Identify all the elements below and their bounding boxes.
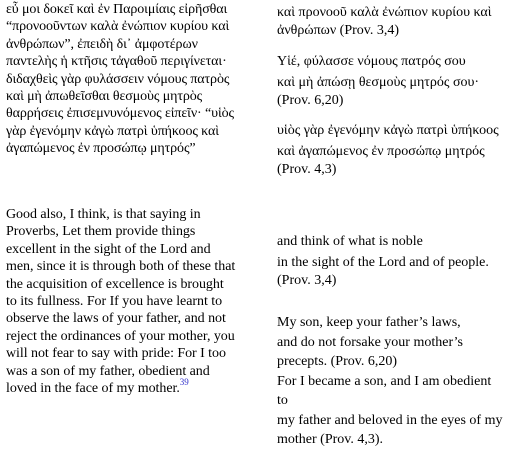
text-line: mother (Prov. 4,3).: [277, 431, 384, 447]
text-line: My son, keep your father’s laws,: [277, 314, 461, 330]
text-line: Good also, I think, is that saying in: [6, 207, 201, 222]
text-line: the acquisition of excellence is brought: [6, 276, 224, 292]
quote-block-prov-3-4-english: [277, 233, 527, 291]
text-line: precepts. (Prov. 6,20): [277, 353, 398, 369]
text-line: observe the laws of your father, and not: [6, 311, 226, 327]
text-line: will not fear to say with pride: For I too: [6, 346, 226, 362]
text-line: to: [277, 392, 288, 408]
text-line: in the sight of the Lord and of people.: [277, 254, 489, 270]
text-line: and do not forsake your mother’s: [277, 335, 463, 350]
text-segment: loved in the face of my mother.: [6, 381, 180, 397]
text-line: καὶ ἀγαπώμενος ἐν προσώπῳ μητρός: [277, 144, 485, 159]
text-line: Proverbs, Let them provide things: [6, 224, 196, 240]
right-english-quotes: [277, 233, 527, 472]
left-english-paragraph: [6, 206, 264, 397]
right-greek-quotes: [277, 4, 527, 192]
text-line: to its fullness. For If you have learnt to: [6, 294, 223, 310]
text-line: καὶ μὴ ἀπώσῃ θεσμοὺς μητρός σου·: [277, 75, 480, 90]
quote-block-prov-4-3-greek: [277, 122, 527, 179]
text-line-with-footnote: [6, 377, 264, 397]
text-line: (Prov. 4,3): [277, 162, 337, 177]
text-line: (Prov. 6,20): [277, 93, 344, 108]
text-line: παντελὴς ἡ κτῆσις τἀγαθοῦ περιγίνεται·: [6, 54, 227, 70]
left-greek-paragraph: [6, 1, 264, 158]
text-line: Υἱέ, φύλασσε νόμους πατρός σου: [277, 54, 466, 69]
text-line: reject the ordinances of your mother, you: [6, 328, 235, 344]
text-line: θαρρήσεις ἐπισεμνυνόμενος εἰπεῖν· “υἱὸς: [6, 106, 234, 122]
quote-block-prov-6-20-greek: [277, 53, 527, 110]
text-line: “προνοοῦντων καλὰ ἐνώπιον κυρίου καὶ: [6, 19, 230, 35]
text-line: For I became a son, and I am obedient: [277, 374, 492, 389]
text-line: men, since it is through both of these that: [6, 259, 236, 275]
text-line: καὶ μὴ ἀπωθεῖσθαι θεσμοὺς μητρὸς: [6, 89, 203, 105]
quote-block-prov-3-4-greek: [277, 4, 527, 40]
text-line: and think of what is noble: [277, 234, 423, 249]
text-line: υἱὸς γὰρ ἐγενόμην κἀγὼ πατρὶ ὑπήκοος: [277, 123, 499, 138]
text-line: ἀνθρώπων (Prov. 3,4): [277, 23, 400, 38]
footnote-marker[interactable]: 39: [179, 377, 189, 388]
text-line: καὶ προνοοῦ καλὰ ἐνώπιον κυρίου καὶ: [277, 5, 492, 20]
quote-block-prov-6-20-4-3-english: [277, 314, 527, 450]
text-line: (Prov. 3,4): [277, 273, 337, 288]
text-line: διδαχθεὶς γὰρ φυλάσσειν νόμους πατρὸς: [6, 71, 230, 87]
text-line: ἀγαπώμενος ἐν προσώπῳ μητρός”: [6, 141, 196, 157]
text-line: ἀνθρώπων”, ἐπειδὴ δι᾽ ἀμφοτέρων: [6, 36, 198, 52]
text-line: was a son of my father, obedient and: [6, 363, 210, 379]
text-line: excellent in the sight of the Lord and: [6, 241, 211, 257]
text-line: γὰρ ἐγενόμην κἀγὼ πατρὶ ὑπήκοος καὶ: [6, 123, 219, 139]
text-line: εὖ μοι δοκεῖ καὶ ἐν Παροιμίαις εἰρῆσθαι: [6, 2, 228, 17]
text-line: my father and beloved in the eyes of my: [277, 413, 503, 428]
